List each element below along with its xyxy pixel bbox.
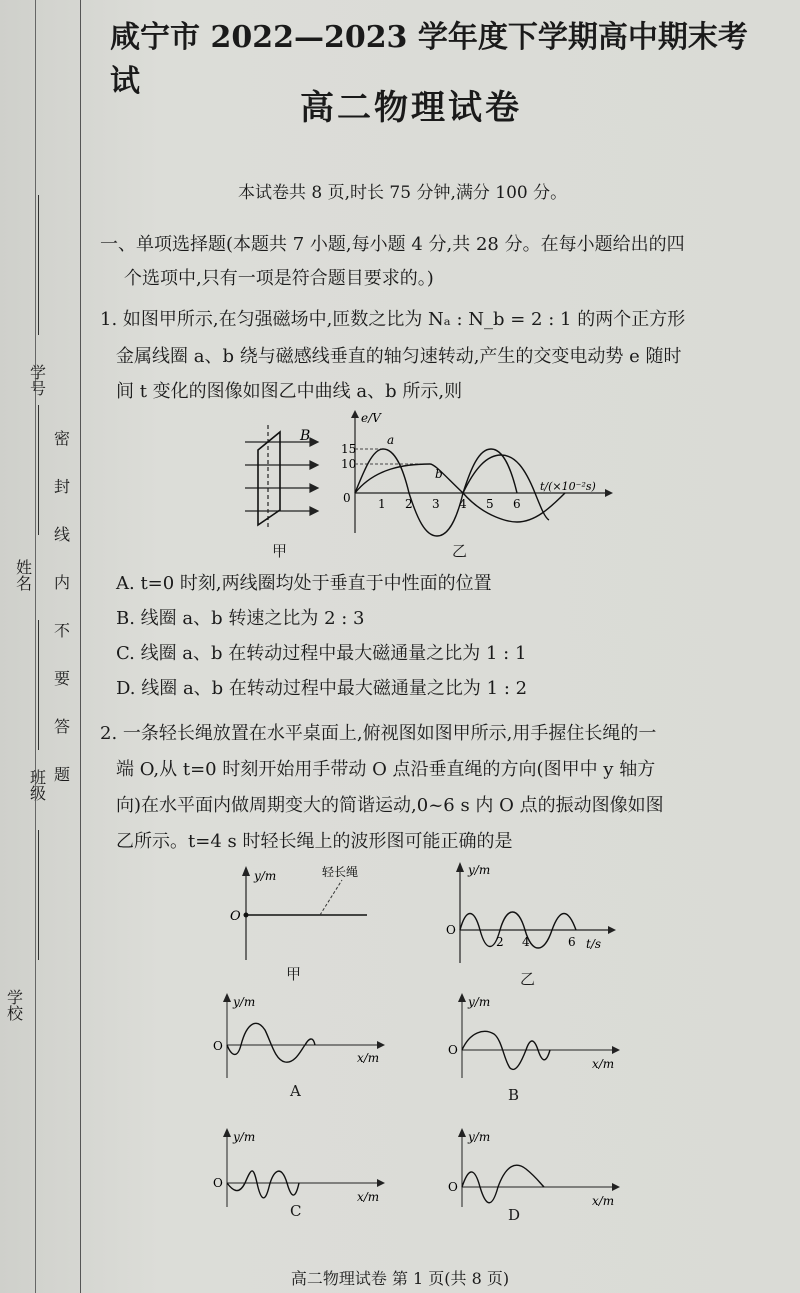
q2-option-c-graph[interactable] xyxy=(205,1125,390,1210)
rope-label: 轻长绳 xyxy=(322,865,359,879)
c-origin: O xyxy=(213,1176,223,1190)
q2-stem-line1: 2. 一条轻长绳放置在水平桌面上,俯视图如图甲所示,用手握住长绳的一 xyxy=(100,723,657,744)
q2-fig-rope xyxy=(222,862,382,962)
q1-t-tick: 1 xyxy=(378,497,386,511)
d-xlabel: x/m xyxy=(592,1194,615,1208)
q2-stem-line3: 向)在水平面内做周期变大的简谐运动,0~6 s 内 O 点的振动图像如图 xyxy=(116,795,664,816)
tick-10: 10 xyxy=(341,457,357,471)
curve-a-label: a xyxy=(387,433,395,447)
b-xlabel: x/m xyxy=(592,1057,615,1071)
q2-option-a-graph[interactable] xyxy=(205,990,390,1080)
class-blank xyxy=(38,620,39,750)
q2-option-d-label[interactable]: D xyxy=(508,1206,521,1224)
student-id-label: 学 号 xyxy=(29,363,46,398)
q2-option-c-label[interactable]: C xyxy=(290,1202,302,1220)
school-blank xyxy=(38,830,39,960)
q1-stem-line3: 间 t 变化的图像如图乙中曲线 a、b 所示,则 xyxy=(116,381,463,402)
class-label: 班 级 xyxy=(29,768,46,803)
curve-a-extension xyxy=(463,455,549,520)
a-ylabel: y/m xyxy=(233,995,256,1009)
q2-yi-ylabel: y/m xyxy=(468,863,491,877)
paper-info: 本试卷共 8 页,时长 75 分钟,满分 100 分。 xyxy=(238,183,568,203)
tick-0: 0 xyxy=(343,491,351,505)
q2-fig-jia-label: 甲 xyxy=(286,965,302,983)
q1-fig-jia-label: 甲 xyxy=(272,542,288,560)
b-origin: O xyxy=(448,1043,458,1057)
page-footer: 高二物理试卷 第 1 页(共 8 页) xyxy=(290,1269,510,1288)
a-origin: O xyxy=(213,1039,223,1053)
q2-option-b-label[interactable]: B xyxy=(508,1086,520,1104)
q1-t-tick: 6 xyxy=(513,497,521,511)
q1-t-tick: 2 xyxy=(405,497,413,511)
name-label: 姓 名 xyxy=(15,558,32,593)
exam-title: 咸宁市 2022—2023 学年度下学期高中期末考试 xyxy=(110,20,748,99)
student-id-blank xyxy=(38,195,39,335)
c-ylabel: y/m xyxy=(233,1130,256,1144)
q2-option-b-graph[interactable] xyxy=(440,990,625,1080)
e-axis-label: e/V xyxy=(361,411,381,425)
seal-line xyxy=(80,0,81,1293)
q1-option-c[interactable]: C. 线圈 a、b 在转动过程中最大磁通量之比为 1 : 1 xyxy=(116,643,527,664)
section-heading: 一、单项选择题(本题共 7 小题,每小题 4 分,共 28 分。在每小题给出的四 xyxy=(100,234,685,255)
c-xlabel: x/m xyxy=(357,1190,380,1204)
seal-notice: 密 封 线 内 不 要 答 题 xyxy=(53,429,70,784)
t-axis-label: t/(×10⁻²s) xyxy=(540,480,596,493)
q2-yi-xlabel: t/s xyxy=(586,937,602,951)
q2-option-d-graph[interactable] xyxy=(440,1125,625,1210)
q2-option-a-label[interactable]: A xyxy=(290,1082,301,1100)
fold-line xyxy=(35,0,36,1293)
q1-fig-yi-label: 乙 xyxy=(452,542,468,560)
field-label: B xyxy=(300,428,311,444)
paper-title: 高二物理试卷 xyxy=(300,88,522,128)
tick-15: 15 xyxy=(341,442,357,456)
q2-stem-line2: 端 O,从 t=0 时刻开始用手带动 O 点沿垂直绳的方向(图甲中 y 轴方 xyxy=(116,759,656,780)
q1-t-tick: 3 xyxy=(432,497,440,511)
q2-fig-vibration xyxy=(440,858,620,968)
q2-fig-yi-label: 乙 xyxy=(520,970,536,988)
d-origin: O xyxy=(448,1180,458,1194)
q2-yi-origin: O xyxy=(446,923,456,937)
binding-margin xyxy=(0,0,82,1293)
q1-option-b[interactable]: B. 线圈 a、b 转速之比为 2 : 3 xyxy=(116,608,365,629)
school-label: 学 校 xyxy=(6,988,23,1023)
q1-t-tick: 5 xyxy=(486,497,494,511)
q2-tick-2: 2 xyxy=(496,935,504,949)
field-lines xyxy=(245,438,318,515)
q1-fig-graph xyxy=(335,408,615,538)
name-blank xyxy=(38,405,39,535)
q2-jia-origin: O xyxy=(230,909,241,924)
q2-jia-ylabel: y/m xyxy=(254,869,277,883)
q1-stem-line1: 1. 如图甲所示,在匀强磁场中,匝数之比为 Nₐ : N_b = 2 : 1 的两个正方形 xyxy=(100,309,686,330)
q1-option-d[interactable]: D. 线圈 a、b 在转动过程中最大磁通量之比为 1 : 2 xyxy=(116,678,528,699)
section-heading-cont: 个选项中,只有一项是符合题目要求的。) xyxy=(124,268,434,289)
q1-stem-line2: 金属线圈 a、b 绕与磁感线垂直的轴匀速转动,产生的交变电动势 e 随时 xyxy=(116,346,682,367)
q1-fig-coil xyxy=(240,420,330,550)
d-ylabel: y/m xyxy=(468,1130,491,1144)
q2-tick-4: 4 xyxy=(522,935,530,949)
a-xlabel: x/m xyxy=(357,1051,380,1065)
q1-t-tick: 4 xyxy=(459,497,467,511)
b-ylabel: y/m xyxy=(468,995,491,1009)
q1-option-a[interactable]: A. t=0 时刻,两线圈均处于垂直于中性面的位置 xyxy=(116,573,492,594)
curve-b-label: b xyxy=(435,467,443,481)
q2-stem-line4: 乙所示。t=4 s 时轻长绳上的波形图可能正确的是 xyxy=(116,831,513,852)
q2-tick-6: 6 xyxy=(568,935,576,949)
